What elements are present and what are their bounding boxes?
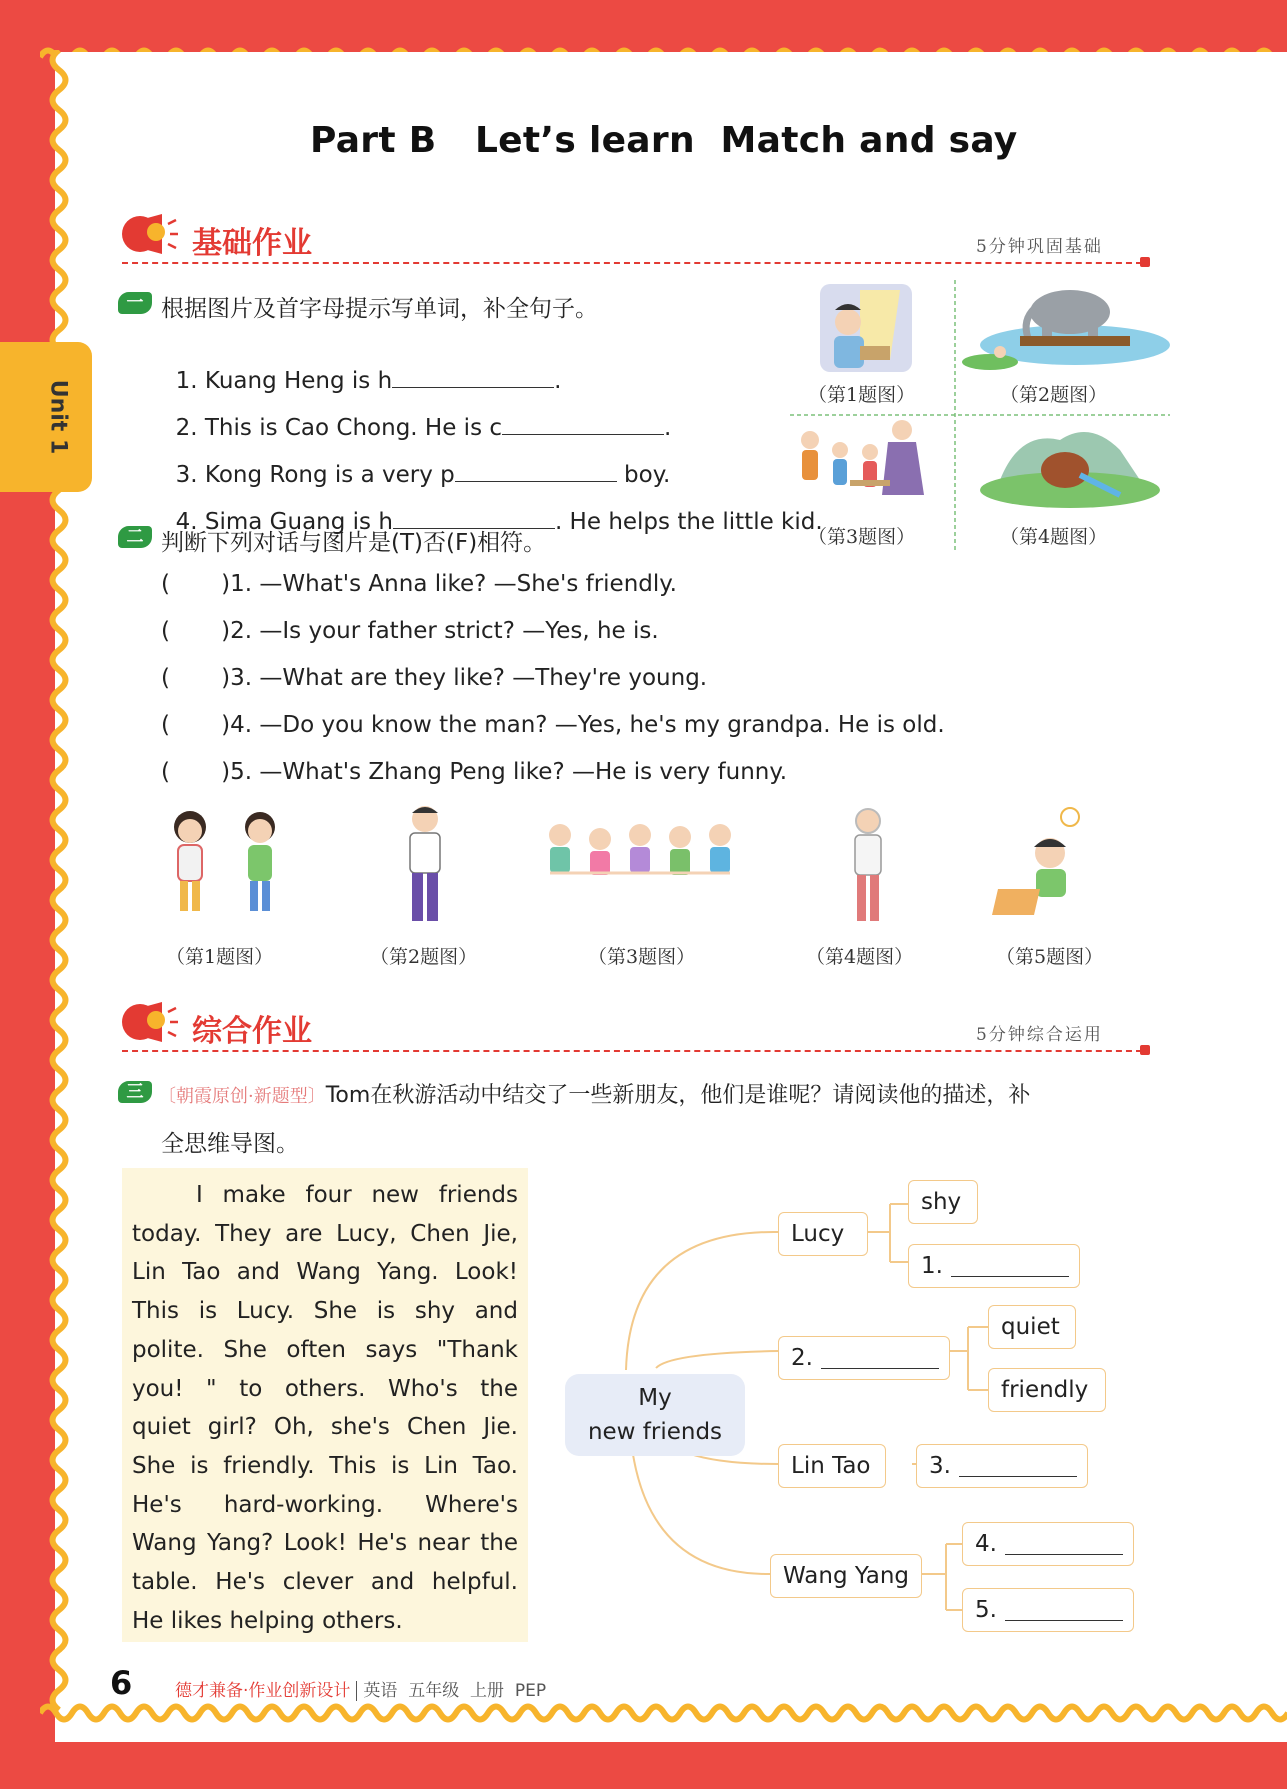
ex2-instruction: 判断下列对话与图片是(T)否(F)相符。 bbox=[161, 530, 547, 556]
ex2-pic4-old-man bbox=[855, 809, 881, 921]
ex1-item-2: 2. This is Cao Chong. He is c . bbox=[161, 384, 671, 441]
ex2-item-2[interactable]: ( )2. —Is your father strict? —Yes, he is. bbox=[161, 618, 659, 644]
mindmap-node-lucy: Lucy bbox=[778, 1212, 868, 1256]
answer-blank[interactable] bbox=[951, 1256, 1069, 1277]
mindmap-node-shy: shy bbox=[908, 1180, 978, 1224]
reading-line: polite. She often says "Thank bbox=[132, 1336, 518, 1363]
mindmap-node-lin-tao: Lin Tao bbox=[778, 1444, 886, 1488]
ex1-caption-1: （第1题图） bbox=[808, 384, 916, 406]
mindmap-blank-1[interactable]: 1. bbox=[908, 1244, 1080, 1288]
ex2-badge: 二 bbox=[118, 526, 152, 548]
ex1-item-1: 1. Kuang Heng is h . bbox=[161, 337, 561, 394]
reading-line: quiet girl? Oh, she's Chen Jie. bbox=[132, 1414, 518, 1441]
reading-line: I make four new friends bbox=[196, 1182, 518, 1208]
ex2-item-5[interactable]: ( )5. —What's Zhang Peng like? —He is very funny. bbox=[161, 759, 788, 785]
reading-line: Lin Tao and Wang Yang. Look! bbox=[132, 1259, 518, 1286]
page-number: 6 bbox=[110, 1664, 133, 1702]
ex1-caption-3: （第3题图） bbox=[808, 526, 916, 548]
mindmap-node-friendly: friendly bbox=[988, 1368, 1106, 1412]
footer-series: 德才兼备·作业创新设计 英语 五年级 上册 PEP bbox=[175, 1681, 547, 1701]
ex2-caption-1: （第1题图） bbox=[166, 946, 274, 968]
ex1-picture-grid bbox=[790, 280, 1170, 550]
ex2-pic3-group-of-kids bbox=[549, 824, 731, 875]
ex2-caption-5: （第5题图） bbox=[996, 946, 1104, 968]
ex3-instruction: 〔朝霞原创·新题型〕Tom在秋游活动中结交了一些新朋友，他们是谁呢？请阅读他的描述，补 bbox=[158, 1083, 1031, 1108]
reading-line: you! " to others. Who's the bbox=[132, 1375, 518, 1402]
ex1-caption-2: （第2题图） bbox=[1000, 384, 1108, 406]
mindmap-node-wang-yang: Wang Yang bbox=[770, 1554, 922, 1598]
ex3-instruction-line2: 全思维导图。 bbox=[161, 1131, 299, 1157]
section1-divider bbox=[122, 262, 1142, 264]
ex2-item-4[interactable]: ( )4. —Do you know the man? —Yes, he's my grandpa. He is old. bbox=[161, 712, 945, 738]
ex2-caption-3: （第3题图） bbox=[588, 946, 696, 968]
bottom-wavy-border bbox=[40, 1700, 1287, 1726]
ex1-pic4-water-vat-illustration bbox=[980, 432, 1160, 508]
ex1-item-4: 4. Sima Guang is h . He helps the little kid. bbox=[161, 478, 823, 535]
ex1-pic2-elephant-illustration bbox=[962, 290, 1170, 370]
ex2-picture-row bbox=[150, 805, 1130, 930]
ex2-caption-4: （第4题图） bbox=[806, 946, 914, 968]
ex3-badge: 三 bbox=[118, 1081, 152, 1103]
page-title: Part B Let’s learn Match and say bbox=[310, 120, 1018, 161]
ex2-item-3[interactable]: ( )3. —What are they like? —They're young. bbox=[161, 665, 708, 691]
megaphone-icon bbox=[118, 206, 180, 262]
mindmap-blank-2[interactable]: 2. bbox=[778, 1336, 950, 1380]
ex1-item-3: 3. Kong Rong is a very p boy. bbox=[161, 431, 670, 488]
ex1-pic1-reading-illustration bbox=[820, 284, 912, 372]
ex2-pic2-man bbox=[410, 806, 440, 921]
section2-note: 5分钟综合运用 bbox=[976, 1025, 1103, 1045]
reading-line: He's hard-working. Where's bbox=[132, 1491, 518, 1518]
ex1-caption-4: （第4题图） bbox=[1000, 526, 1108, 548]
section2-divider bbox=[122, 1050, 1142, 1052]
reading-passage bbox=[122, 1168, 528, 1642]
answer-blank[interactable] bbox=[1005, 1600, 1123, 1621]
divider-end-dot bbox=[1140, 257, 1150, 267]
ex1-badge: 一 bbox=[118, 292, 152, 314]
reading-line: table. He's clever and helpful. bbox=[132, 1569, 518, 1596]
unit-tab-label: Unit 1 bbox=[45, 379, 71, 455]
answer-blank[interactable] bbox=[1005, 1534, 1123, 1555]
mindmap-blank-4[interactable]: 4. bbox=[962, 1522, 1134, 1566]
mindmap-blank-5[interactable]: 5. bbox=[962, 1588, 1134, 1632]
divider-end-dot bbox=[1140, 1045, 1150, 1055]
ex2-caption-2: （第2题图） bbox=[370, 946, 478, 968]
reading-line: today. They are Lucy, Chen Jie, bbox=[132, 1220, 518, 1247]
mindmap-center: My new friends bbox=[565, 1374, 745, 1456]
section1-heading: 基础作业 bbox=[192, 226, 312, 261]
ex2-pic1-two-kids bbox=[174, 811, 275, 911]
answer-blank[interactable] bbox=[821, 1348, 939, 1369]
section2-heading: 综合作业 bbox=[192, 1014, 312, 1049]
reading-line: He likes helping others. bbox=[132, 1607, 403, 1634]
ex3-tag: 〔朝霞原创·新题型〕 bbox=[158, 1086, 326, 1107]
reading-line: She is friendly. This is Lin Tao. bbox=[132, 1452, 518, 1479]
section1-note: 5分钟巩固基础 bbox=[976, 237, 1103, 257]
ex1-instruction: 根据图片及首字母提示写单词，补全句子。 bbox=[161, 296, 598, 322]
left-wavy-border bbox=[44, 50, 74, 1720]
ex1-pic3-sharing-illustration bbox=[801, 420, 924, 495]
answer-blank[interactable] bbox=[959, 1456, 1077, 1477]
ex2-item-1[interactable]: ( )1. —What's Anna like? —She's friendly. bbox=[161, 571, 677, 597]
mindmap-blank-3[interactable]: 3. bbox=[916, 1444, 1088, 1488]
mindmap-node-quiet: quiet bbox=[988, 1305, 1076, 1349]
reading-line: This is Lucy. She is shy and bbox=[132, 1298, 518, 1325]
megaphone-icon bbox=[118, 994, 180, 1050]
unit-tab bbox=[0, 342, 92, 492]
ex2-pic5-boy-thinking bbox=[992, 808, 1079, 915]
reading-line: Wang Yang? Look! He's near the bbox=[132, 1530, 518, 1557]
